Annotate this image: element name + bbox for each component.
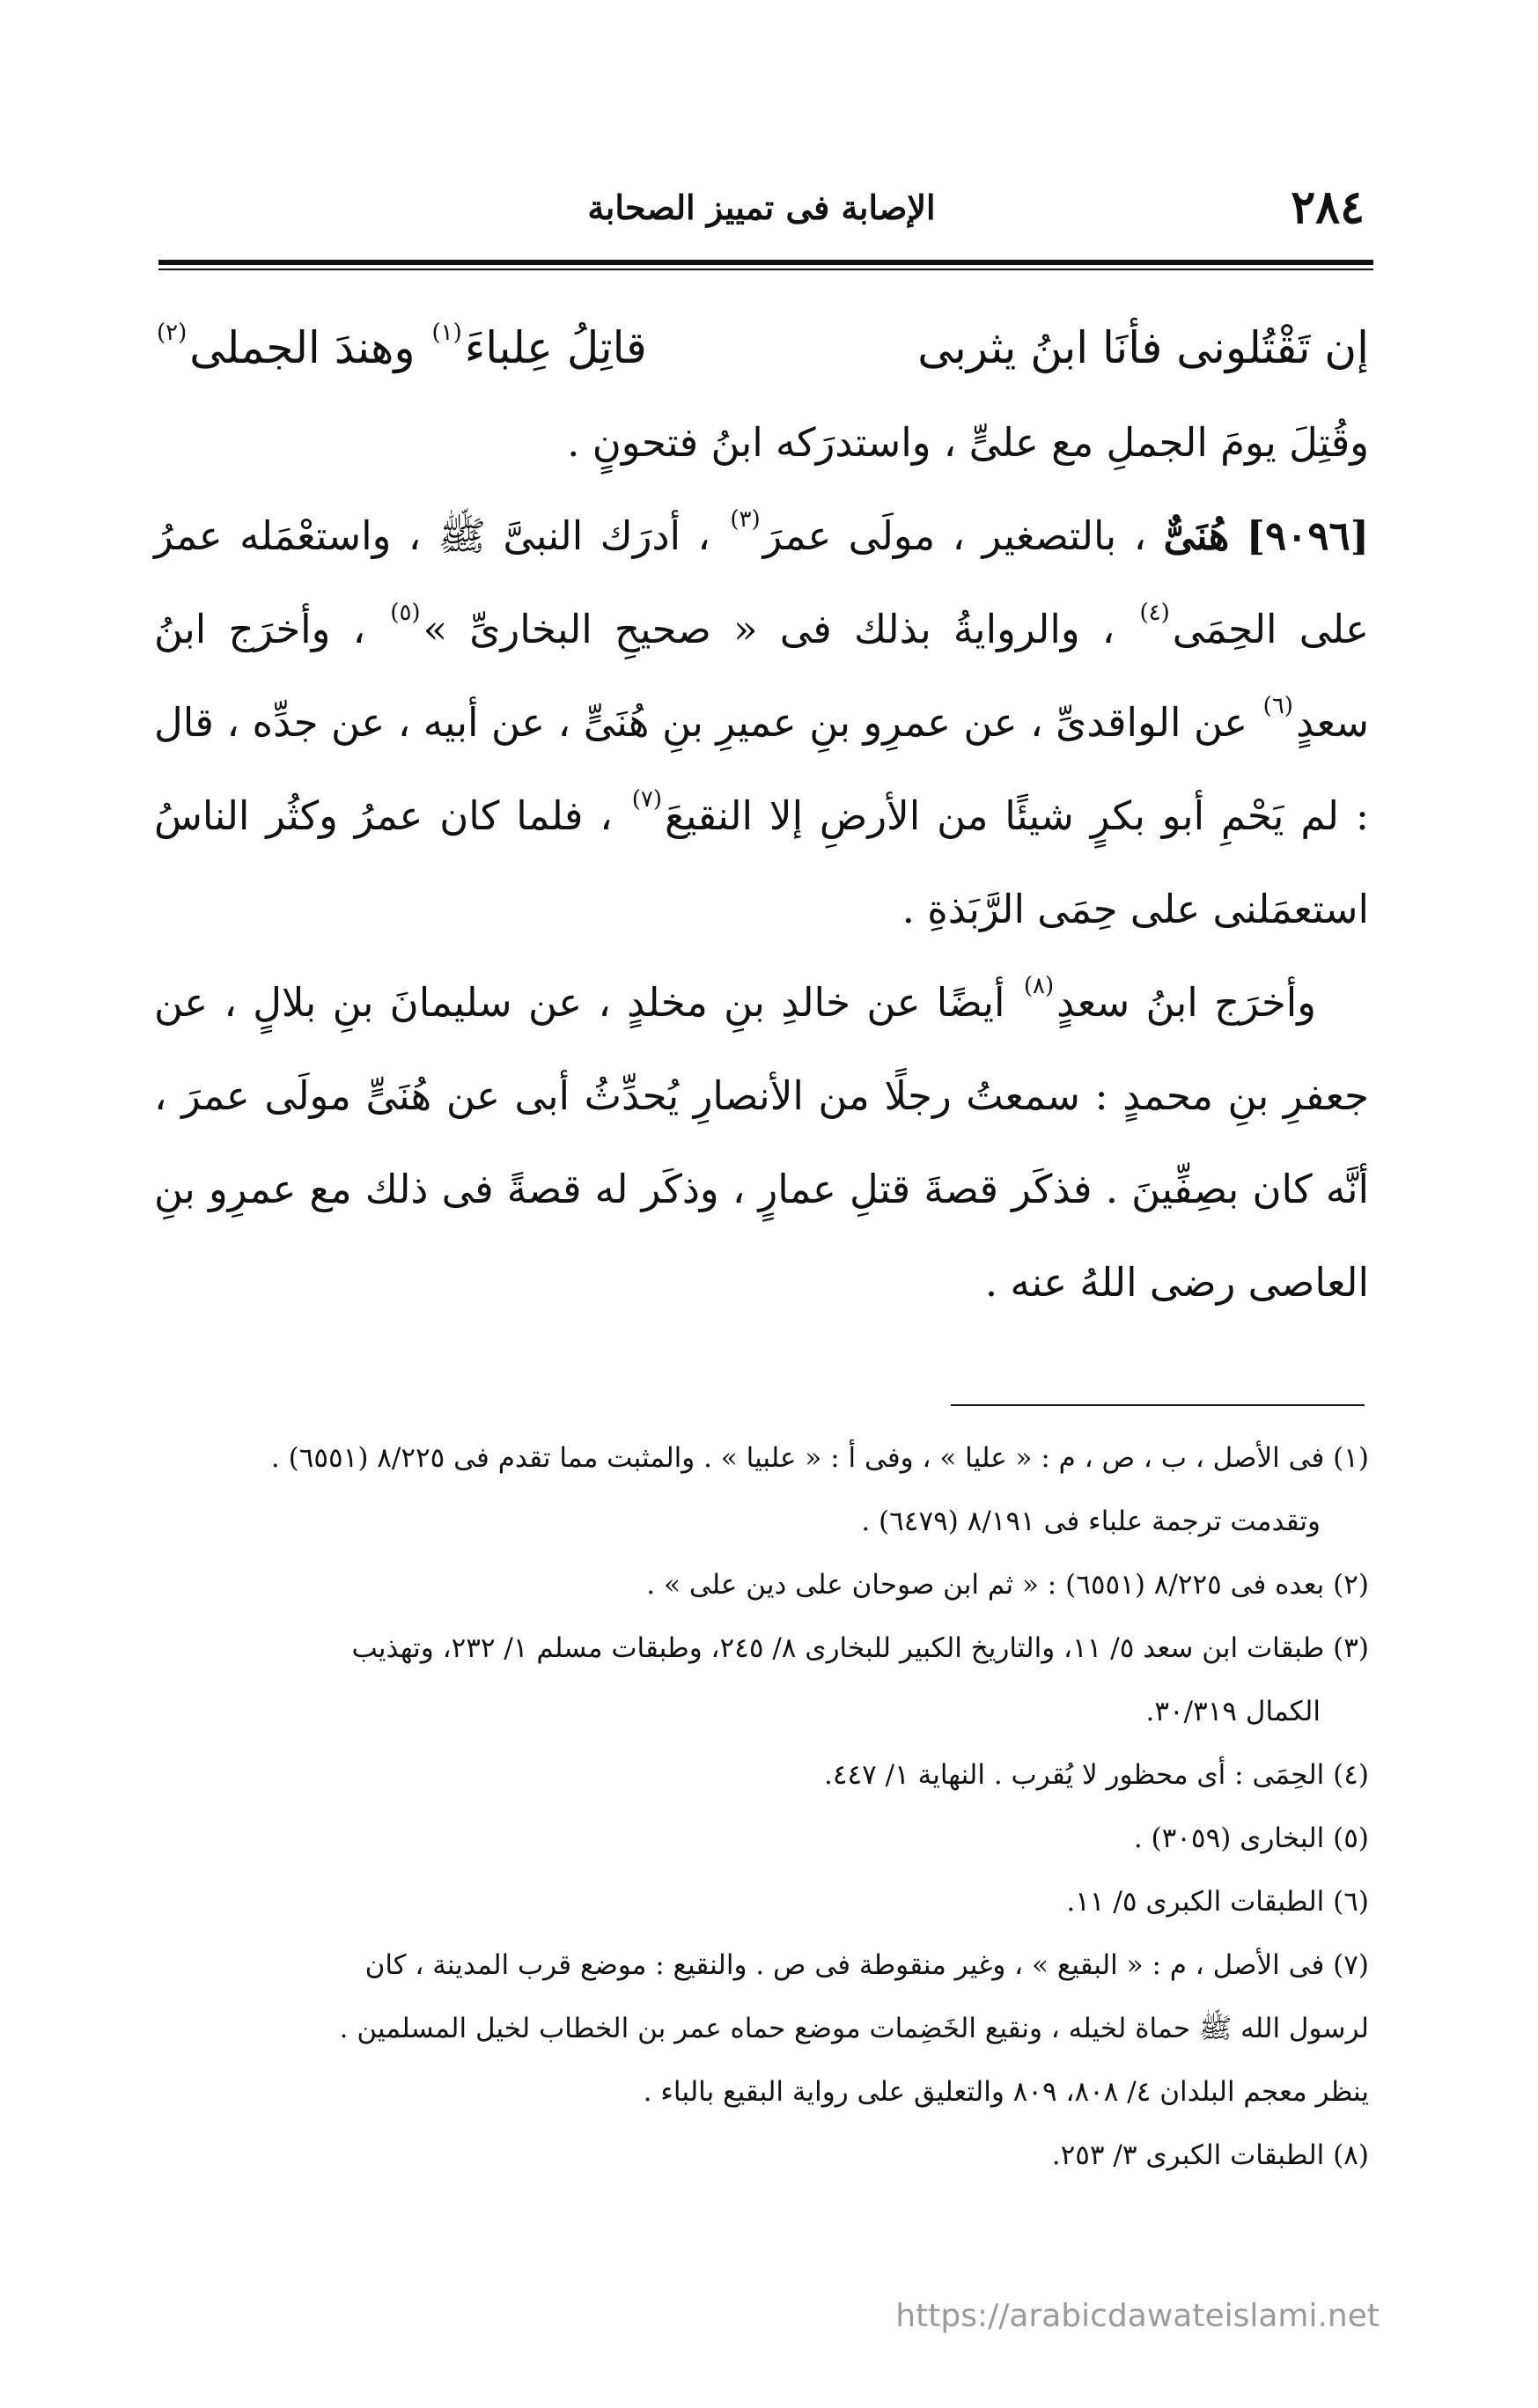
footnote-7: (٧) فى الأصل ، م : « البقيع » ، وغير منقوطة فى ص . والنقيع : موضع قرب المدينة ، كان لرسول الله ﷺ حماة لخيله ، ونقيع الخَضِمات موضع حماه عمر بن الخطاب لخيل المسلمين . ينظر معجم البلدان ٤/ ٨٠٨، ٨٠٩ والتعليق على رواية البقيع بالباء . [339, 1949, 1369, 2108]
footnote-ref: (٥) [390, 600, 421, 626]
header-rule [158, 260, 1373, 265]
footnote-5: (٥) البخارى (٣٠٥٩) . [1133, 1823, 1369, 1854]
verse-hemistich-2: قاتِلُ عِلباءَ$^{(١)}$ وهندَ الجملى$^{(٢)}$ [154, 299, 647, 396]
header-rule-thin [158, 269, 1373, 270]
page-header [158, 180, 1365, 242]
running-title: الإصابة فى تمييز الصحابة [587, 188, 936, 227]
footnote-separator [951, 1404, 1365, 1406]
watermark-url: https://arabicdawateislami.net [895, 2298, 1380, 2334]
verse-hemistich-1: إن تَقْتُلونى فأنَا ابنُ يثربى [917, 322, 1369, 373]
page-number: ٢٨٤ [1291, 180, 1365, 234]
paragraph-1: وقُتِلَ يومَ الجملِ مع علىٍّ ، واستدرَكه ابنُ فتحونٍ . [567, 419, 1369, 466]
footnote-1: (١) فى الأصل ، ب ، ص ، م : « عليا » ، وفى أ : « علبيا » . والمثبت مما تقدم فى ٨/٢٢٥ (٦٥٥١) . وتقدمت ترجمة علباء فى ٨/١٩١ (٦٤٧٩) . [270, 1442, 1369, 1537]
footnote-ref: (٤) [1139, 600, 1170, 626]
entry-name: هُنَىٌّ [1163, 512, 1230, 559]
footnote-ref: (١) [431, 320, 462, 346]
poem-verse [154, 299, 1369, 396]
footnote-ref: (٦) [1262, 693, 1293, 719]
footnote-ref: (٨) [1023, 973, 1055, 999]
footnote-8: (٨) الطبقات الكبرى ٣/ ٢٥٣. [1051, 2139, 1369, 2171]
footnote-3: (٣) طبقات ابن سعد ٥/ ١١، والتاريخ الكبير للبخارى ٨/ ٢٤٥، وطبقات مسلم ١/ ٢٣٢، وتهذيب الكمال ٣٠/٣١٩. [351, 1632, 1369, 1727]
footnote-ref: (٧) [631, 786, 662, 813]
entry-number: [٩٠٩٦] [1246, 512, 1369, 559]
footnote-6: (٦) الطبقات الكبرى ٥/ ١١. [1066, 1886, 1369, 1918]
footnote-4: (٤) الحِمَى : أى محظور لا يُقرب . النهاية ١/ ٤٤٧. [823, 1759, 1369, 1791]
main-text [154, 299, 1369, 1329]
paragraph-3: وأخرَج ابنُ سعدٍ$^{(٨)}$ أيضًا عن خالدِ بنِ مخلدٍ ، عن سليمانَ بنِ بلالٍ ، عن جعفرِ بنِ محمدٍ : سمعتُ رجلًا من الأنصارِ يُحدِّثُ أبى عن هُنَىٍّ مولَى عمرَ ، أنَّه كان بصِفِّينَ . فذكَر قصةَ قتلِ عمارٍ ، وذكَر له قصةً فى ذلك مع عمرِو بنِ العاصى رضى اللهُ عنه . [154, 973, 1369, 1306]
footnotes [154, 1426, 1369, 2187]
footnote-2: (٢) بعده فى ٨/٢٢٥ (٦٥٥١) : « ثم ابن صوحان على دين على » . [646, 1569, 1369, 1601]
footnote-ref: (٢) [157, 320, 188, 346]
entry-paragraph: [٩٠٩٦] هُنَىٌّ ، بالتصغير ، مولَى عمرَ$^{(٣)}$ ، أدرَك النبىَّ ﷺ ، واستعْمَله عمرُ على الحِمَى$^{(٤)}$ ، والروايةُ بذلك فى « صحيحِ البخارىِّ »$^{(٥)}$ ، وأخرَج ابنُ سعدٍ$^{(٦)}$ عن الواقدىِّ ، عن عمرِو بنِ عميرِ بنِ هُنَىٍّ ، عن أبيه ، عن جدِّه ، قال : لم يَحْمِ أبو بكرٍ شيئًا من الأرضِ إلا النقيعَ$^{(٧)}$ ، فلما كان عمرُ وكثُر الناسُ استعمَلنى على حِمَى الرَّبَذةِ . [154, 506, 1369, 932]
footnote-ref: (٣) [730, 506, 761, 533]
